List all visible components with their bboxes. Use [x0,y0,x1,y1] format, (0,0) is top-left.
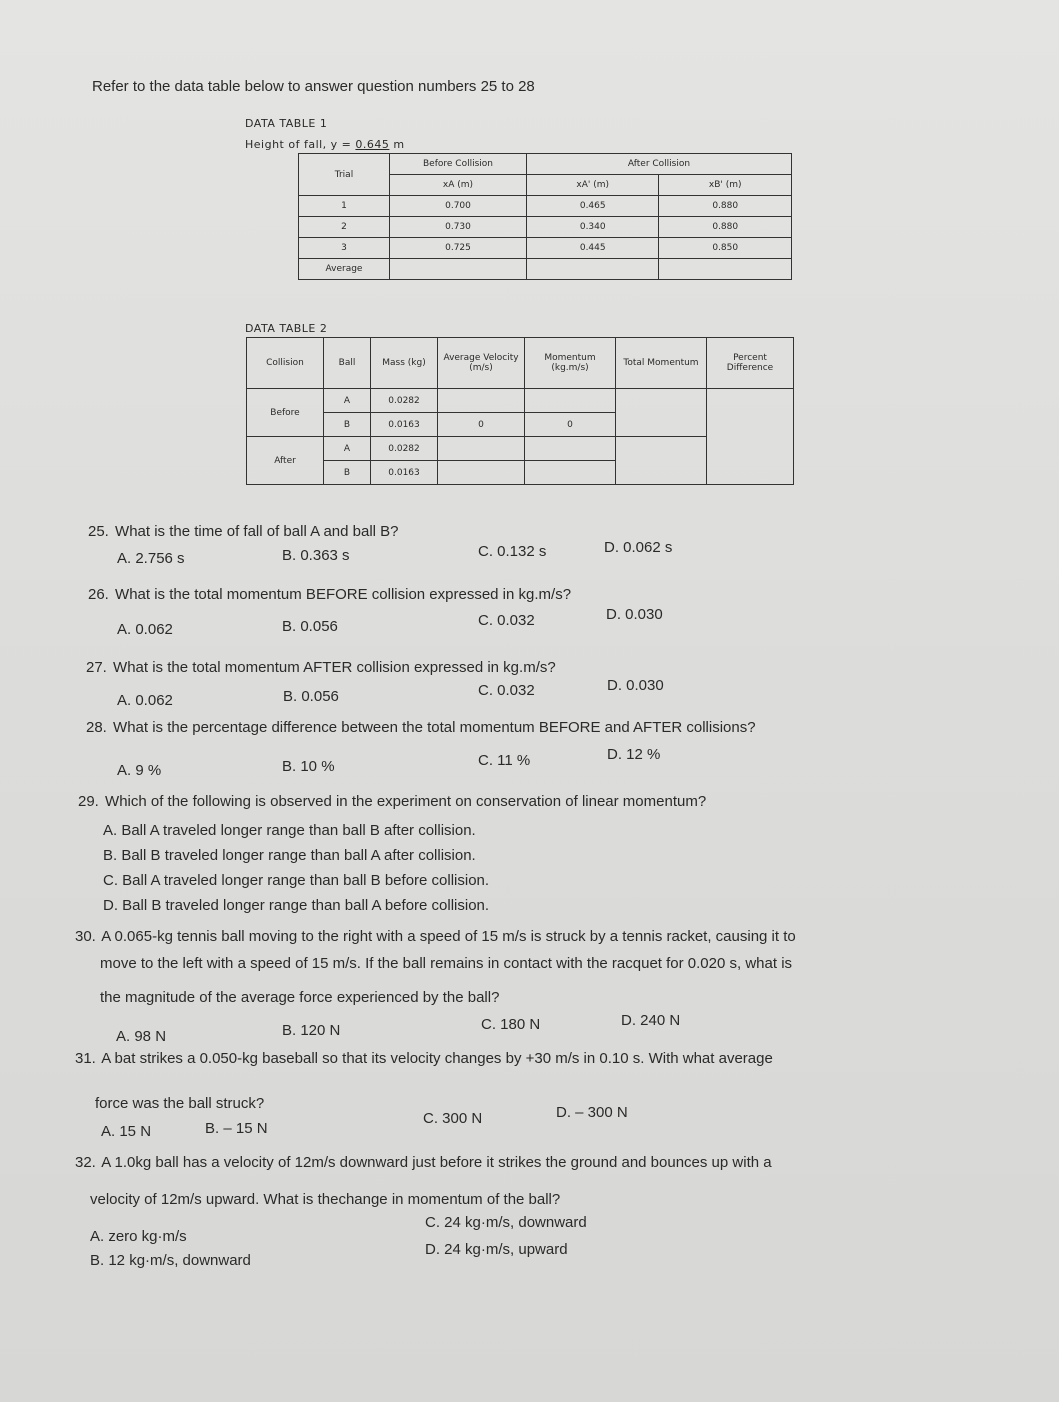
header-ball: Ball [324,338,371,389]
question-text-line: move to the left with a speed of 15 m/s. If the ball remains in contact with the racquet for 0.020 s, what is [100,955,793,972]
question-32 [75,1152,772,1174]
question-30 [75,926,796,948]
cell-after-label: After [247,437,324,485]
header-xa-after: xA' (m) [527,175,659,196]
option-d[interactable]: D. 0.030 [606,606,663,623]
option-c[interactable]: C. 11 % [478,752,531,769]
option-a[interactable]: A. 9 % [117,762,162,779]
question-29 [78,791,878,813]
question-number: 25. [88,523,109,540]
header-trial: Trial [299,154,390,196]
header-momentum: Momentum (kg.m/s) [525,338,616,389]
option-a[interactable]: A. 2.756 s [117,550,185,567]
question-number: 31. [75,1050,96,1067]
data-table-2 [246,337,794,485]
question-31 [75,1048,773,1070]
cell-trial: 3 [299,238,390,259]
cell-velocity: 0 [438,413,525,437]
option-d[interactable]: D. – 300 N [556,1104,628,1121]
option-a[interactable]: A. 0.062 [117,692,173,709]
header-xb-after: xB' (m) [659,175,792,196]
option-c[interactable]: C. Ball A traveled longer range than ball B before collision. [103,872,490,889]
cell-mass: 0.0163 [371,461,438,485]
question-28 [86,717,926,739]
cell-ball: B [324,461,371,485]
header-before: Before Collision [390,154,527,175]
option-b[interactable]: B. 10 % [282,758,335,775]
table-row [247,389,794,413]
option-c[interactable]: C. 24 kg·m/s, downward [425,1214,587,1231]
cell-before-label: Before [247,389,324,437]
table-row [299,217,792,238]
height-unit: m [393,138,405,151]
option-d[interactable]: D. 240 N [621,1012,681,1029]
question-26 [88,584,571,606]
cell-velocity [438,437,525,461]
header-mass: Mass (kg) [371,338,438,389]
cell-mass: 0.0282 [371,389,438,413]
option-d[interactable]: D. 24 kg·m/s, upward [425,1241,568,1258]
header-collision: Collision [247,338,324,389]
option-a[interactable]: A. 15 N [101,1123,152,1140]
option-b[interactable]: B. 12 kg·m/s, downward [90,1252,251,1269]
cell-xb-after: 0.880 [659,196,792,217]
cell-xb-after: 0.850 [659,238,792,259]
option-b[interactable]: B. 0.056 [283,688,339,705]
header-xa: xA (m) [390,175,527,196]
cell-trial: 2 [299,217,390,238]
cell-momentum: 0 [525,413,616,437]
option-d[interactable]: D. 0.030 [607,677,664,694]
cell-empty [659,259,792,280]
cell-percent [707,389,794,485]
cell-empty [390,259,527,280]
table1-height [245,138,405,151]
cell-momentum [525,437,616,461]
header-percent: Percent Difference [707,338,794,389]
option-a[interactable]: A. zero kg·m/s [90,1228,187,1245]
option-b[interactable]: B. 0.363 s [282,547,350,564]
cell-average-label: Average [299,259,390,280]
question-number: 29. [78,793,99,810]
option-b[interactable]: B. – 15 N [205,1120,268,1137]
table-row-average [299,259,792,280]
option-b[interactable]: B. 120 N [282,1022,341,1039]
option-a[interactable]: A. Ball A traveled longer range than ball B after collision. [103,822,476,839]
question-number: 32. [75,1154,96,1171]
option-c[interactable]: C. 0.032 [478,682,535,699]
question-27 [86,657,556,679]
question-text: What is the time of fall of ball A and ball B? [115,523,399,540]
table-row [299,238,792,259]
intro-text: Refer to the data table below to answer question numbers 25 to 28 [92,78,535,95]
cell-velocity [438,461,525,485]
question-number: 26. [88,586,109,603]
header-velocity: Average Velocity (m/s) [438,338,525,389]
cell-xa: 0.730 [390,217,527,238]
data-table-1 [298,153,792,280]
question-text-line: the magnitude of the average force experienced by the ball? [100,989,500,1006]
cell-ball: B [324,413,371,437]
cell-xa: 0.725 [390,238,527,259]
question-number: 30. [75,928,96,945]
cell-empty [527,259,659,280]
question-text-line: A 1.0kg ball has a velocity of 12m/s downward just before it strikes the ground and bounces up with a [101,1154,772,1171]
question-number: 28. [86,719,107,736]
table-row [299,196,792,217]
question-text: What is the total momentum AFTER collision expressed in kg.m/s? [113,659,556,676]
option-d[interactable]: D. Ball B traveled longer range than ball A before collision. [103,897,490,914]
cell-xb-after: 0.880 [659,217,792,238]
question-25 [88,521,399,543]
question-text: What is the total momentum BEFORE collision expressed in kg.m/s? [115,586,572,603]
question-text-line: A bat strikes a 0.050-kg baseball so that its velocity changes by +30 m/s in 0.10 s. With what average [101,1050,773,1067]
option-c[interactable]: C. 0.032 [478,612,535,629]
option-d[interactable]: D. 12 % [607,746,661,763]
question-text: What is the percentage difference between the total momentum BEFORE and AFTER collisions? [113,719,756,736]
option-c[interactable]: C. 180 N [481,1016,541,1033]
option-b[interactable]: B. Ball B traveled longer range than ball A after collision. [103,847,476,864]
question-text-line: velocity of 12m/s upward. What is thechange in momentum of the ball? [90,1191,561,1208]
option-c[interactable]: C. 300 N [423,1110,483,1127]
header-after: After Collision [527,154,792,175]
cell-xa-after: 0.340 [527,217,659,238]
table2-title: DATA TABLE 2 [245,322,328,335]
cell-xa-after: 0.445 [527,238,659,259]
question-number: 27. [86,659,107,676]
option-d[interactable]: D. 0.062 s [604,539,673,556]
cell-momentum [525,389,616,413]
cell-total-before [616,389,707,437]
cell-momentum [525,461,616,485]
cell-trial: 1 [299,196,390,217]
height-value: 0.645 [355,138,390,151]
question-text-line: A 0.065-kg tennis ball moving to the right with a speed of 15 m/s is struck by a tennis racket, causing it to [101,928,796,945]
option-b[interactable]: B. 0.056 [282,618,338,635]
question-text: Which of the following is observed in the experiment on conservation of linear momentum? [105,793,707,810]
cell-ball: A [324,389,371,413]
option-a[interactable]: A. 0.062 [117,621,173,638]
cell-mass: 0.0163 [371,413,438,437]
cell-mass: 0.0282 [371,437,438,461]
header-total: Total Momentum [616,338,707,389]
cell-xa: 0.700 [390,196,527,217]
option-c[interactable]: C. 0.132 s [478,543,547,560]
question-text-line: force was the ball struck? [95,1095,265,1112]
table1-title: DATA TABLE 1 [245,117,328,130]
option-a[interactable]: A. 98 N [116,1028,167,1045]
cell-velocity [438,389,525,413]
cell-ball: A [324,437,371,461]
height-label: Height of fall, y = [245,138,352,151]
cell-total-after [616,437,707,485]
cell-xa-after: 0.465 [527,196,659,217]
